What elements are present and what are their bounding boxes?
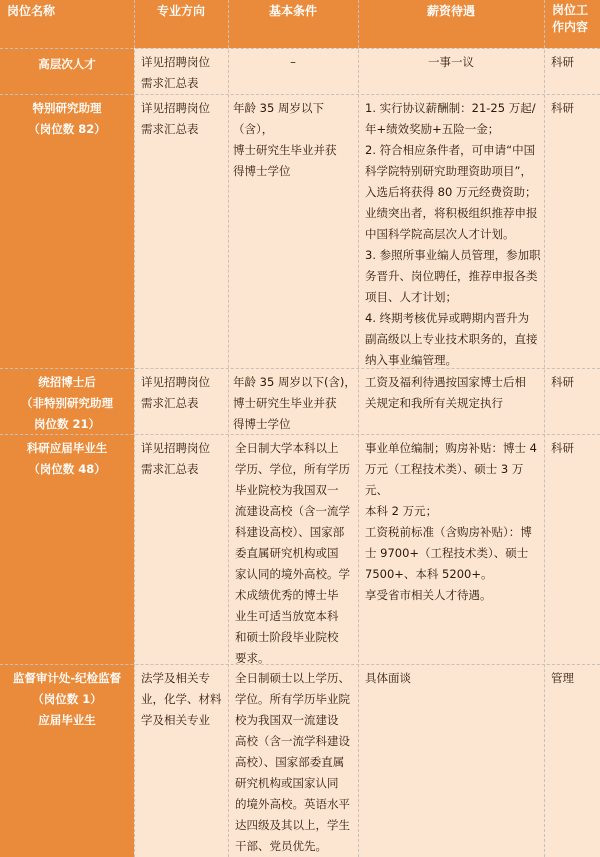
col-divider — [544, 0, 545, 857]
row-5-name: 监督审计处-纪检监督 （岗位数 1） 应届毕业生 — [0, 664, 134, 857]
row-4-content: 科研 — [544, 434, 600, 664]
row-1-major: 详见招聘岗位 需求汇总表 — [134, 48, 228, 94]
row-2-requirements: 年龄 35 周岁以下（含）， 博士研究生毕业并获 得博士学位 — [228, 94, 358, 368]
row-5-major: 法学及相关专 业，化学、材料 学及相关专业 — [134, 664, 228, 857]
row-4-requirements: 全日制大学本科以上 学历、学位，所有学历 毕业院校为我国双一 流建设高校（含一流学 科建设高校）、国家部 委直属研究机构或国 家认同的境外高校。学 术成绩优秀的博士毕 业生可适当放宽本科 和硕士阶段毕业院校 要求。 — [228, 434, 358, 664]
row-1-name: 高层次人才 — [0, 48, 134, 94]
row-3-content: 科研 — [544, 368, 600, 434]
row-divider — [0, 368, 600, 369]
row-divider — [0, 94, 600, 95]
row-1-salary: 一事一议 — [358, 48, 544, 94]
row-2-salary: 1. 实行协议薪酬制：21-25 万起/ 年+绩效奖励+五险一金； 2. 符合相应条件者，可申请“中国 科学院特别研究助理资助项目”， 入选后将获得 80 万元经费资助； 业绩突出者，将积极组织推荐申报 中国科学院高层次人才计划。 3. 参照所事业编人员管理，参加职 务晋升、岗位聘任，推荐申报各类 项目、人才计划； 4. 终期考核优异或聘期内晋升为 副高级以上专业技术职务的，直接 纳入事业编管理。 — [358, 94, 544, 368]
header-requirements: 基本条件 — [228, 0, 358, 48]
row-divider — [0, 664, 600, 665]
row-5-salary: 具体面谈 — [358, 664, 544, 857]
row-3-name: 统招博士后 （非特别研究助理 岗位数 21） — [0, 368, 134, 434]
row-divider — [0, 48, 600, 49]
row-5-content: 管理 — [544, 664, 600, 857]
row-1-content: 科研 — [544, 48, 600, 94]
header-salary: 薪资待遇 — [358, 0, 544, 48]
col-divider — [358, 0, 359, 857]
row-3-requirements: 年龄 35 周岁以下(含)， 博士研究生毕业并获 得博士学位 — [228, 368, 358, 434]
header-content: 岗位工 作内容 — [544, 0, 600, 48]
row-4-salary: 事业单位编制；购房补贴：博士 4 万元（工程技术类）、硕士 3 万元、 本科 2 万元； 工资税前标准（含购房补贴）：博 士 9700+（工程技术类）、硕士 7500+、本科 5200+。 享受省市相关人才待遇。 — [358, 434, 544, 664]
row-2-name: 特别研究助理 （岗位数 82） — [0, 94, 134, 368]
header-major: 专业方向 — [134, 0, 228, 48]
row-5-requirements: 全日制硕士以上学历、 学位。所有学历毕业院 校为我国双一流建设 高校（含一流学科建设 高校）、国家部委直属 研究机构或国家认同 的境外高校。英语水平 达四级及其以上，学生 干部、党员优先。 — [228, 664, 358, 857]
row-1-requirements: – — [228, 48, 358, 94]
row-2-major: 详见招聘岗位 需求汇总表 — [134, 94, 228, 368]
row-divider — [0, 434, 600, 435]
row-3-major: 详见招聘岗位 需求汇总表 — [134, 368, 228, 434]
col-divider — [134, 0, 135, 857]
header-name: 岗位名称 — [0, 0, 134, 48]
col-divider — [228, 0, 229, 857]
row-4-name: 科研应届毕业生 （岗位数 48） — [0, 434, 134, 664]
row-3-salary: 工资及福利待遇按国家博士后相 关规定和我所有关规定执行 — [358, 368, 544, 434]
row-2-content: 科研 — [544, 94, 600, 368]
row-4-major: 详见招聘岗位 需求汇总表 — [134, 434, 228, 664]
